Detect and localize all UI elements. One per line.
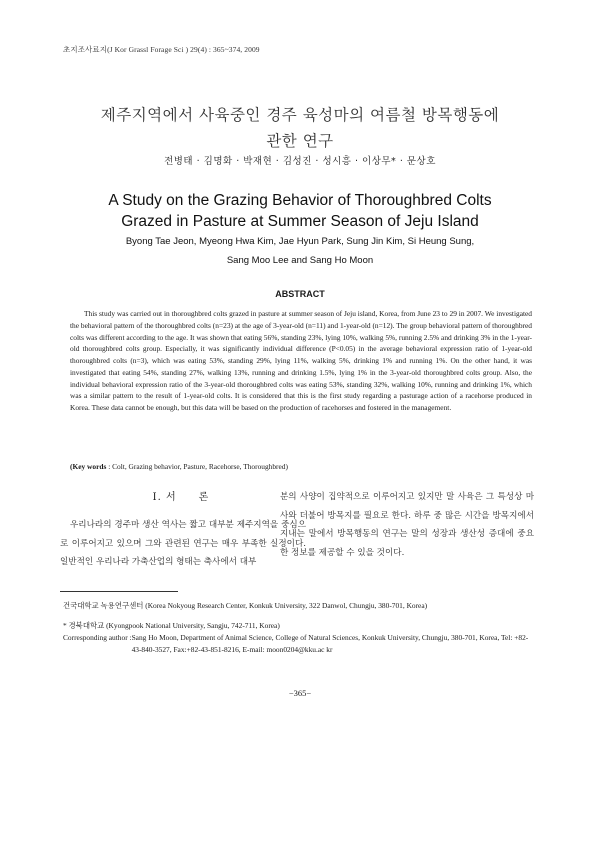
english-authors-line1: Byong Tae Jeon, Myeong Hwa Kim, Jae Hyun Park, Sung Jin Kim, Si Heung Sung, bbox=[125, 236, 475, 247]
footnote-divider bbox=[60, 591, 178, 592]
english-title-line1: A Study on the Grazing Behavior of Thoroughbred Colts bbox=[108, 192, 492, 209]
intro-left-column: 우리나라의 경주마 생산 역사는 짧고 대부분 제주지역을 중심으로 이루어지고 있으며 그와 관련된 연구는 매우 부족한 실정이다. 일반적인 우리나라 가축산업의 형태는 축사에서 대부 bbox=[60, 520, 306, 567]
korean-title-line1: 제주지역에서 사육중인 경주 육성마의 여름철 방목행동에 bbox=[100, 106, 500, 124]
keywords-label: (Key words bbox=[70, 462, 107, 471]
footnote-corresponding-author bbox=[63, 632, 538, 656]
footnote-affiliation-1: 건국대학교 녹용연구센터 (Korea Nokyoug Research Center, Konkuk University, 322 Danwol, Chungju, 380-701, Korea) bbox=[63, 601, 428, 610]
korean-title-line2: 관한 연구 bbox=[266, 132, 334, 150]
section-heading-introduction: Ⅰ. 서 론 bbox=[152, 492, 210, 503]
keywords bbox=[70, 461, 532, 473]
abstract-text: This study was carried out in thoroughbred colts grazed in pasture at summer season of Jeju island, Korea, from June 23 to 29 in 2007. We investigated the behavioral pattern of the thoroughbred colts (n=23) at the age of 3-year-old (n=11) and 1-year-old (n=12). The group behavioral pattern of thoroughbred colts was different according to the age. It was shown that eating 56%, standing 23%, lying 10%, walking 5%, running 2.5% and drinking 3% in the 1-year-old thoroughbred colts group. Especially, it was significantly individual difference (P<0.05) in the average behavioral expression ratio of 1-year-old thoroughbred colts (n=3), which was eating 53%, standing 29%, lying 11%, walking 5%, drinking 1% and running 1%. On the other hand, it was investigated that eating 54%, standing 27%, walking 13%, running and drinking 1.5%, lying 1% in the 3-year-old thoroughbred colts group. Also, the individual behavioral expression ratio of the 3-year-old thoroughbred colts was eating 53%, standing 32%, walking 10%, running and drinking 1%, which was a similar pattern to the result of 1-year-old colts. It is considered that this is the first study regarding a pasturage action of a racehorse produced in Korea. These data cannot be enough, but this data will be based on the production of racehorses and fostered in the management. bbox=[70, 309, 532, 412]
intro-right-column: 분의 사양이 집약적으로 이루어지고 있지만 말 사육은 그 특성상 마사와 더불어 방목지를 필요로 한다. 하루 중 많은 시간을 방목지에서 지내는 말에서 방목행동의 연구는 말의 성장과 생산성 증대에 중요한 정보를 제공할 수 있을 것이다. bbox=[280, 492, 534, 558]
footnote-affiliation-2: * 경북대학교 (Kyongpook National University, Sangju, 742-711, Korea) bbox=[63, 621, 280, 630]
journal-header: 초지조사료지(J Kor Grassl Forage Sci ) 29(4) : 365~374, 2009 bbox=[63, 45, 260, 54]
corresponding-text: Sang Ho Moon, Department of Animal Science, College of Natural Sciences, Konkuk University, Chungju, 380-701, Korea, Tel: +82-43-840-3527, Fax:+82-43-851-8216, E-mail: moon0204@kku.ac kr bbox=[131, 633, 529, 654]
page-number: −365− bbox=[288, 688, 312, 698]
abstract-heading: ABSTRACT bbox=[275, 289, 325, 299]
corresponding-label: Corresponding author : bbox=[63, 633, 132, 642]
english-authors-line2: Sang Moo Lee and Sang Ho Moon bbox=[226, 255, 374, 266]
korean-authors: 전병태 · 김명화 · 박재현 · 김성진 · 성시흥 · 이상무* · 문상호 bbox=[164, 156, 436, 167]
keywords-text: : Colt, Grazing behavior, Pasture, Racehorse, Thoroughbred) bbox=[106, 462, 288, 471]
english-title-line2: Grazed in Pasture at Summer Season of Jeju Island bbox=[121, 213, 479, 230]
